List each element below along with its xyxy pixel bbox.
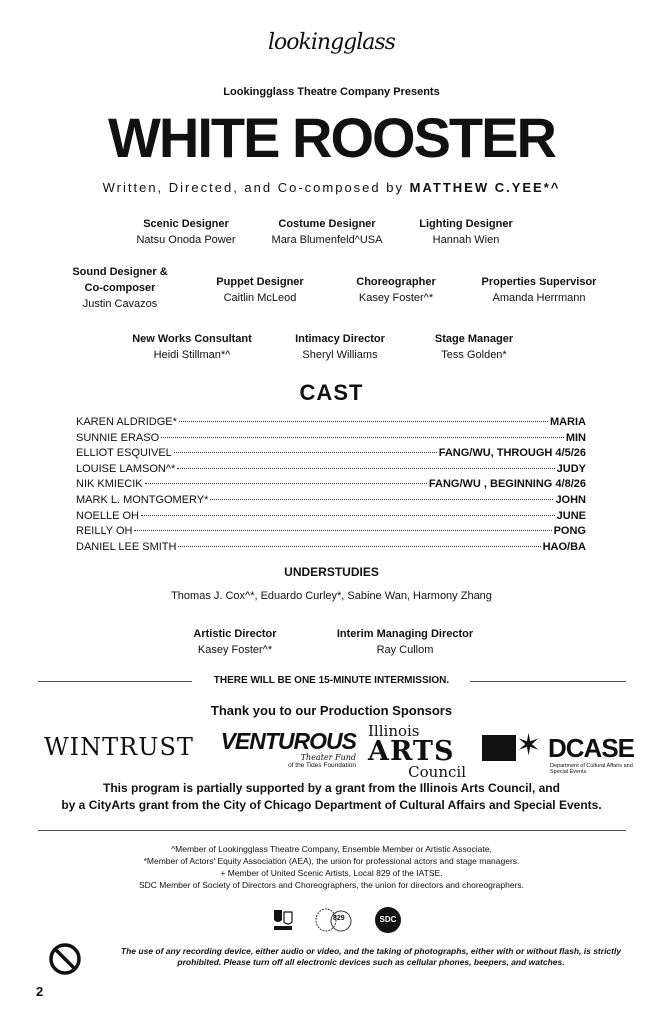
show-title: WHITE ROOSTER — [108, 106, 555, 169]
venturous-sub2: of the Tides Foundation — [288, 762, 356, 769]
cast-row — [76, 478, 586, 494]
divider — [470, 681, 626, 682]
usa-local-829-logo — [314, 907, 352, 933]
equity-mask-icon — [272, 908, 294, 932]
cast-actor: REILLY OH — [76, 525, 133, 538]
author-name: MATTHEW C.YEE*^ — [409, 180, 561, 195]
cast-row — [76, 416, 586, 432]
credit-lighting — [406, 216, 526, 248]
credit-role: Intimacy Director — [295, 333, 385, 345]
presents-line: Lookingglass Theatre Company Presents — [223, 86, 440, 98]
cast-role: JUNE — [556, 509, 586, 522]
venturous-word: VENTUROUS — [220, 728, 356, 754]
sdc-logo: SDC — [375, 907, 401, 933]
iac-line3: Council — [408, 763, 466, 781]
credit-sound — [70, 264, 170, 312]
cast-row — [76, 432, 586, 448]
understudies-heading: UNDERSTUDIES — [284, 565, 379, 579]
cast-row — [76, 541, 586, 557]
cast-actor: NIK KMIECIK — [76, 478, 143, 491]
dcase-block-icon — [482, 735, 516, 761]
credit-name: Hannah Wien — [432, 234, 500, 246]
credit-name: Mara Blumenfeld^USA — [271, 234, 383, 246]
member-note: ^Member of Lookingglass Theatre Company, Ensemble Member or Artistic Associate. — [171, 844, 492, 854]
member-note: + Member of United Scenic Artists, Local 829 of the IATSE. — [220, 868, 443, 878]
credit-artistic-director — [180, 626, 290, 658]
page-number: 2 — [36, 984, 44, 999]
credit-role: Interim Managing Director — [336, 628, 474, 640]
cast-heading: CAST — [299, 380, 364, 405]
credit-properties — [474, 274, 604, 306]
credit-role: Artistic Director — [193, 628, 277, 640]
cast-row — [76, 463, 586, 479]
member-note: *Member of Actors' Equity Association (AEA), the union for professional actors and stage managers. — [143, 856, 520, 866]
credit-name: Heidi Stillman*^ — [153, 349, 231, 361]
written-by-line — [0, 180, 663, 195]
intermission-note: THERE WILL BE ONE 15-MINUTE INTERMISSION. — [213, 675, 450, 686]
credit-role: Stage Manager — [434, 333, 514, 345]
dcase-sub: Department of Cultural Affairs and Special Events — [550, 763, 633, 775]
credit-choreographer — [336, 274, 456, 306]
credit-name: Caitlin McLeod — [223, 292, 297, 304]
cast-row — [76, 494, 586, 510]
star-icon: ✶ — [516, 729, 542, 762]
cast-actor: DANIEL LEE SMITH — [76, 540, 177, 553]
cast-actor: LOUISE LAMSON^* — [76, 462, 176, 475]
cast-role: HAO/BA — [542, 540, 586, 553]
venturous-logo — [200, 728, 356, 770]
iac-line1: Illinois — [368, 722, 420, 740]
recording-notice: The use of any recording device, either audio or video, and the taking of photographs, either with or without flash, is strictly prohibited. Please turn off all electronic devices such as cellular phones, beepers, and watches. — [120, 946, 622, 967]
iac-line2: ARTS — [368, 736, 455, 767]
credit-role: Lighting Designer — [419, 218, 513, 230]
cast-role: FANG/WU, THROUGH 4/5/26 — [438, 447, 586, 460]
grant-statement — [0, 780, 663, 814]
credit-role: Puppet Designer — [216, 276, 304, 288]
cast-row — [76, 510, 586, 526]
credit-costume — [262, 216, 392, 248]
credit-name: Tess Golden* — [441, 349, 507, 361]
cast-role: FANG/WU , BEGINNING 4/8/26 — [428, 478, 586, 491]
cast-role: JOHN — [555, 493, 586, 506]
cast-actor: ELLIOT ESQUIVEL — [76, 447, 172, 460]
cast-row — [76, 447, 586, 463]
cast-actor: NOELLE OH — [76, 509, 139, 522]
credit-role: New Works Consultant — [132, 333, 252, 345]
no-recording-icon — [48, 942, 82, 976]
credit-stage-manager — [414, 331, 534, 363]
sponsors-heading: Thank you to our Production Sponsors — [210, 703, 453, 718]
credit-role: Sound Designer & Co-composer — [72, 266, 168, 294]
grant-line: by a CityArts grant from the City of Chicago Department of Cultural Affairs and Special Events. — [61, 798, 602, 812]
credit-scenic — [126, 216, 246, 248]
credit-name: Justin Cavazos — [82, 298, 158, 310]
cast-role: MIN — [565, 431, 586, 444]
understudies-names: Thomas J. Cox^*, Eduardo Curley*, Sabine Wan, Harmony Zhang — [171, 590, 492, 602]
venturous-sub: Theater Fund — [300, 753, 356, 762]
cast-role: JUDY — [556, 462, 586, 475]
credit-name: Kasey Foster^* — [197, 644, 273, 656]
credit-role: Costume Designer — [278, 218, 376, 230]
credit-role: Scenic Designer — [143, 218, 229, 230]
lookingglass-logo: lookingglass — [268, 30, 395, 55]
credit-name: Amanda Herrmann — [492, 292, 586, 304]
wintrust-logo: WINTRUST — [44, 733, 194, 761]
cast-actor: KAREN ALDRIDGE* — [76, 416, 177, 428]
credit-puppet — [200, 274, 320, 306]
cast-actor: MARK L. MONTGOMERY* — [76, 493, 209, 506]
credit-name: Kasey Foster^* — [358, 292, 434, 304]
divider — [38, 830, 626, 831]
credit-new-works — [122, 331, 262, 363]
cast-role: PONG — [553, 525, 586, 538]
credit-role: Properties Supervisor — [481, 276, 597, 288]
credit-role: Choreographer — [356, 276, 436, 288]
grant-line: This program is partially supported by a grant from the Illinois Arts Council, and — [103, 781, 560, 795]
credit-name: Sheryl Williams — [302, 349, 378, 361]
cast-list — [76, 416, 586, 556]
credit-name: Natsu Onoda Power — [136, 234, 236, 246]
written-by-prefix: Written, Directed, and Co-composed by — [102, 180, 404, 195]
illinois-arts-council-logo — [368, 724, 468, 780]
member-note: SDC Member of Society of Directors and Choreographers, the union for directors and choreographers. — [138, 880, 525, 890]
credit-name: Ray Cullom — [376, 644, 434, 656]
local-829-label: 829 — [333, 915, 345, 922]
cast-row — [76, 525, 586, 541]
credit-managing-director — [322, 626, 488, 658]
cast-role: MARIA — [549, 416, 586, 428]
cast-actor: SUNNIE ERASO — [76, 431, 160, 444]
credit-intimacy — [280, 331, 400, 363]
member-notes — [0, 843, 663, 891]
dcase-logo: DCASE — [548, 733, 635, 763]
